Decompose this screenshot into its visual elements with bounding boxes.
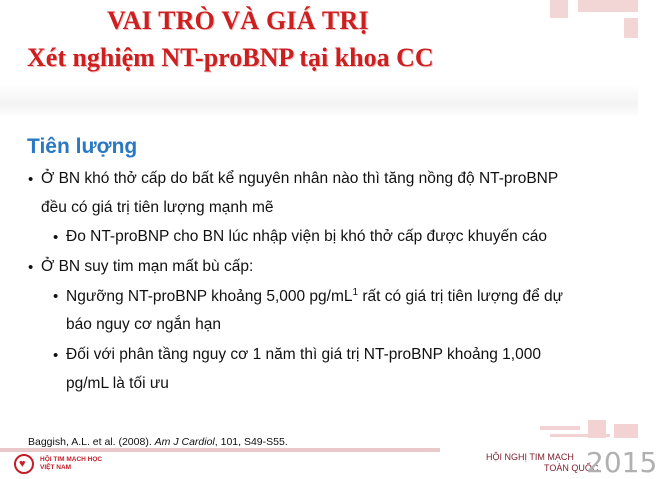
sub-bullet-3-line-1: Đối với phân tầng nguy cơ 1 năm thì giá trị NT-proBNP khoảng 1,000	[66, 346, 541, 363]
sub-bullet-2-text: Ngưỡng NT-proBNP khoảng 5,000 pg/mL	[66, 288, 353, 305]
top-decoration	[428, 0, 638, 50]
reference-pages: , 101, S49-S55.	[214, 436, 288, 448]
sub-bullet-2-text-end: rất có giá trị tiên lượng để dự	[358, 288, 564, 305]
sub-bullet-1: Đo NT-proBNP cho BN lúc nhập viện bị khó thở cấp được khuyến cáo	[66, 228, 548, 245]
bullet-1-line-1: Ở BN khó thở cấp do bất kể nguyên nhân nào thì tăng nồng độ NT-proBNP	[41, 170, 559, 187]
sub-bullet-2-line-2: báo nguy cơ ngắn hạn	[66, 316, 221, 333]
bullet-icon: •	[53, 229, 59, 246]
bullet-icon: •	[53, 288, 59, 305]
bullet-2-line-1: Ở BN suy tim mạn mất bù cấp:	[41, 258, 254, 275]
title-line-2: Xét nghiệm NT-proBNP tại khoa CC	[27, 43, 434, 72]
header-separator	[0, 84, 638, 118]
reference-authors: Baggish, A.L. et al. (2008).	[28, 436, 155, 448]
sub-bullet-2-line-1	[66, 287, 563, 306]
reference-journal: Am J Cardiol	[154, 436, 215, 448]
org-name-line-2: VIỆT NAM	[40, 464, 72, 471]
conference-name-line-2: TOÀN QUỐC	[544, 463, 599, 473]
citation-superscript: 1	[352, 287, 359, 298]
footer-stripe	[0, 448, 440, 452]
org-name	[40, 456, 102, 472]
sub-bullet-3-line-2: pg/mL là tối ưu	[66, 375, 169, 392]
bullet-icon: •	[53, 347, 59, 364]
bullet-1-line-2: đều có giá trị tiên lượng mạnh mẽ	[41, 199, 274, 216]
conference-year: 2015	[586, 446, 657, 479]
reference-citation	[28, 436, 288, 448]
section-heading: Tiên lượng	[27, 135, 138, 158]
heart-icon: ♥	[19, 458, 26, 470]
title-line-1: VAI TRÒ VÀ GIÁ TRỊ	[107, 6, 369, 35]
bullet-icon: •	[28, 171, 34, 188]
bullet-icon: •	[28, 259, 34, 276]
org-name-line-1: HỘI TIM MẠCH HỌC	[40, 456, 103, 463]
conference-name-line-1: HỘI NGHỊ TIM MẠCH	[486, 452, 574, 462]
